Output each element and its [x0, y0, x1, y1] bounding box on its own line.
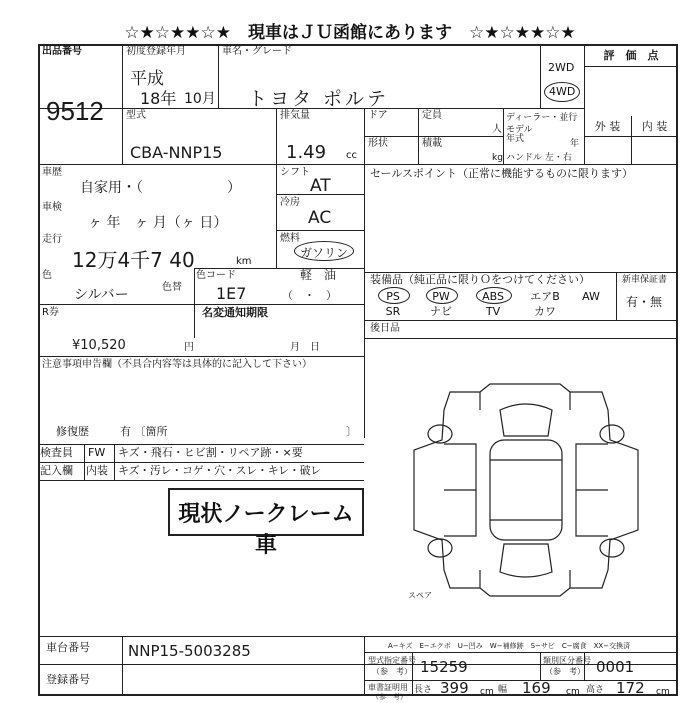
inspector-fw: FW	[88, 446, 106, 459]
width-unit: cm	[566, 687, 580, 697]
displacement-unit: cc	[346, 150, 357, 161]
load-label: 積載	[422, 138, 442, 149]
category-sub: （参 考）	[545, 667, 585, 676]
history-label: 車歴	[42, 167, 62, 178]
repair-label: 修復歴	[56, 425, 89, 438]
inspector-int-text: キズ・汚レ・コゲ・穴・スレ・キレ・破レ	[118, 464, 321, 477]
equip-leather: カワ	[534, 305, 556, 318]
lot-label: 出品番号	[42, 46, 82, 57]
equipment-label: 装備品（純正品に限りＯをつけてください）	[370, 273, 590, 286]
type-designation-sub: （参 考）	[372, 667, 412, 676]
equip-tv: TV	[485, 305, 501, 318]
model-year-nen: 年	[570, 139, 580, 149]
fuel-gasoline: ガソリン	[300, 246, 349, 260]
drive-2wd: 2WD	[548, 61, 575, 74]
equip-sr: SR	[385, 305, 401, 318]
first-reg-era: 平成	[130, 69, 164, 89]
color-value: シルバー	[74, 287, 129, 303]
equip-airbag: エアB	[530, 290, 560, 303]
inspector-label-2: 記入欄	[40, 464, 73, 477]
equip-abs: ABS	[482, 290, 504, 303]
first-reg-year: 18年	[140, 89, 177, 108]
height-label: 高さ	[586, 685, 605, 695]
equip-abs-circle	[476, 287, 512, 304]
type-designation-label: 型式指定番号	[368, 656, 416, 665]
handle-label: ハンドル 左・右	[506, 153, 572, 163]
eval-label: 評 価 点	[603, 49, 659, 62]
model-name-label: 車名・グレード	[222, 46, 292, 57]
color-label: 色	[42, 270, 52, 281]
first-reg-label: 初度登録年月	[126, 46, 186, 57]
fuel-paren: （ ・ ）	[282, 289, 337, 302]
remarks-label: 注意事項申告欄（不具合内容等は具体的に記入して下さい）	[42, 359, 312, 370]
mileage-unit: km	[236, 256, 252, 267]
car-diagram	[410, 380, 642, 600]
recycle-unit: 円	[184, 342, 194, 353]
mileage-label: 走行	[42, 234, 62, 245]
capacity-unit: 人	[492, 124, 502, 135]
inspector-fw-text: キズ・飛石・ヒビ割・リペア跡・×要	[118, 446, 303, 459]
equip-navi: ナビ	[430, 305, 452, 318]
dealer-label: ディーラー・並行	[506, 113, 578, 123]
type-label: 型式	[126, 110, 146, 121]
width-label: 幅	[498, 685, 508, 695]
repair-value: 有 〔箇所	[120, 425, 168, 438]
aircon-value: AC	[308, 208, 332, 228]
sales-point-label: セールスポイント（正常に機能するものに限ります）	[370, 167, 634, 180]
dims-label: 車書証明用	[368, 683, 408, 692]
load-unit: kg	[492, 153, 503, 163]
color-code: 1E7	[216, 284, 247, 303]
recycle-value: ¥10,520	[72, 338, 126, 353]
drive-4wd: 4WD	[549, 85, 576, 98]
shift-label: シフト	[280, 167, 310, 178]
chassis-value: NNP15-5003285	[128, 642, 251, 660]
reg-number-label: 登録番号	[46, 673, 90, 686]
mileage-value: 12万4千7 40	[72, 248, 195, 272]
notice-label: 名変通知期限	[202, 306, 268, 319]
color-change-label: 色替	[162, 282, 182, 293]
displacement-value: 1.49	[286, 142, 327, 163]
eval-interior: 内 装	[641, 120, 668, 133]
lot-number: 9512	[46, 96, 104, 126]
no-claim-stamp-text: 現状ノークレーム車	[178, 501, 354, 558]
length-unit: cm	[480, 687, 494, 697]
width-value: 169	[522, 679, 551, 697]
inspection-value: ヶ 年 ヶ 月（ヶ 日）	[88, 215, 228, 231]
equip-pw: PW	[432, 290, 450, 303]
equip-ps-circle	[378, 287, 410, 304]
first-reg-month: 10月	[184, 91, 216, 107]
fuel-label: 燃料	[280, 233, 300, 244]
banner: ☆★☆★★☆★ 現車はＪＵ函館にあります ☆★☆★★☆★	[124, 23, 576, 43]
fuel-diesel: 軽 油	[300, 268, 337, 282]
color-code-label: 色コード	[196, 270, 236, 281]
eval-exterior: 外 装	[594, 120, 621, 133]
shape-label: 形状	[368, 138, 388, 149]
height-unit: cm	[656, 687, 670, 697]
dims-sub: （参 考）	[372, 693, 407, 701]
repair-close: 〕	[346, 425, 357, 438]
height-value: 172	[616, 679, 645, 697]
equip-ps: PS	[386, 290, 400, 303]
shift-value: AT	[310, 176, 331, 196]
inspector-label-1: 検査員	[40, 446, 73, 459]
door-label: ドア	[368, 110, 388, 121]
equip-aw: AW	[582, 290, 600, 303]
category-label: 類別区分番号	[543, 656, 591, 665]
aircon-label: 冷房	[280, 197, 300, 208]
warranty-label: 新車保証書	[622, 275, 668, 285]
notice-value: 月 日	[290, 342, 320, 353]
length-value: 399	[440, 679, 469, 697]
category-value: 0001	[596, 658, 635, 676]
spare-label: スペア	[408, 591, 432, 600]
chassis-label: 車台番号	[46, 641, 90, 654]
recycle-label: R券	[42, 307, 59, 318]
legend: A−キズ E−エクボ U−凹み W−補修跡 S−サビ C−腐食 XX−交換済	[388, 642, 631, 650]
type-designation-value: 15259	[420, 658, 468, 676]
retrofit-label: 後日品	[370, 323, 400, 334]
length-label: 長さ	[414, 685, 433, 695]
equip-pw-circle	[426, 287, 458, 304]
model-name: トヨタ ポルテ	[248, 88, 390, 110]
fuel-gasoline-circle	[294, 241, 354, 261]
history-value: 自家用・（ ）	[80, 180, 241, 196]
type-value: CBA-NNP15	[130, 143, 223, 162]
model-year-label: モデル 年式	[506, 125, 533, 144]
warranty-value: 有・無	[626, 295, 663, 309]
capacity-label: 定員	[422, 110, 442, 121]
inspection-label: 車検	[42, 202, 62, 213]
inspector-int: 内装	[86, 464, 108, 477]
displacement-label: 排気量	[280, 110, 310, 121]
